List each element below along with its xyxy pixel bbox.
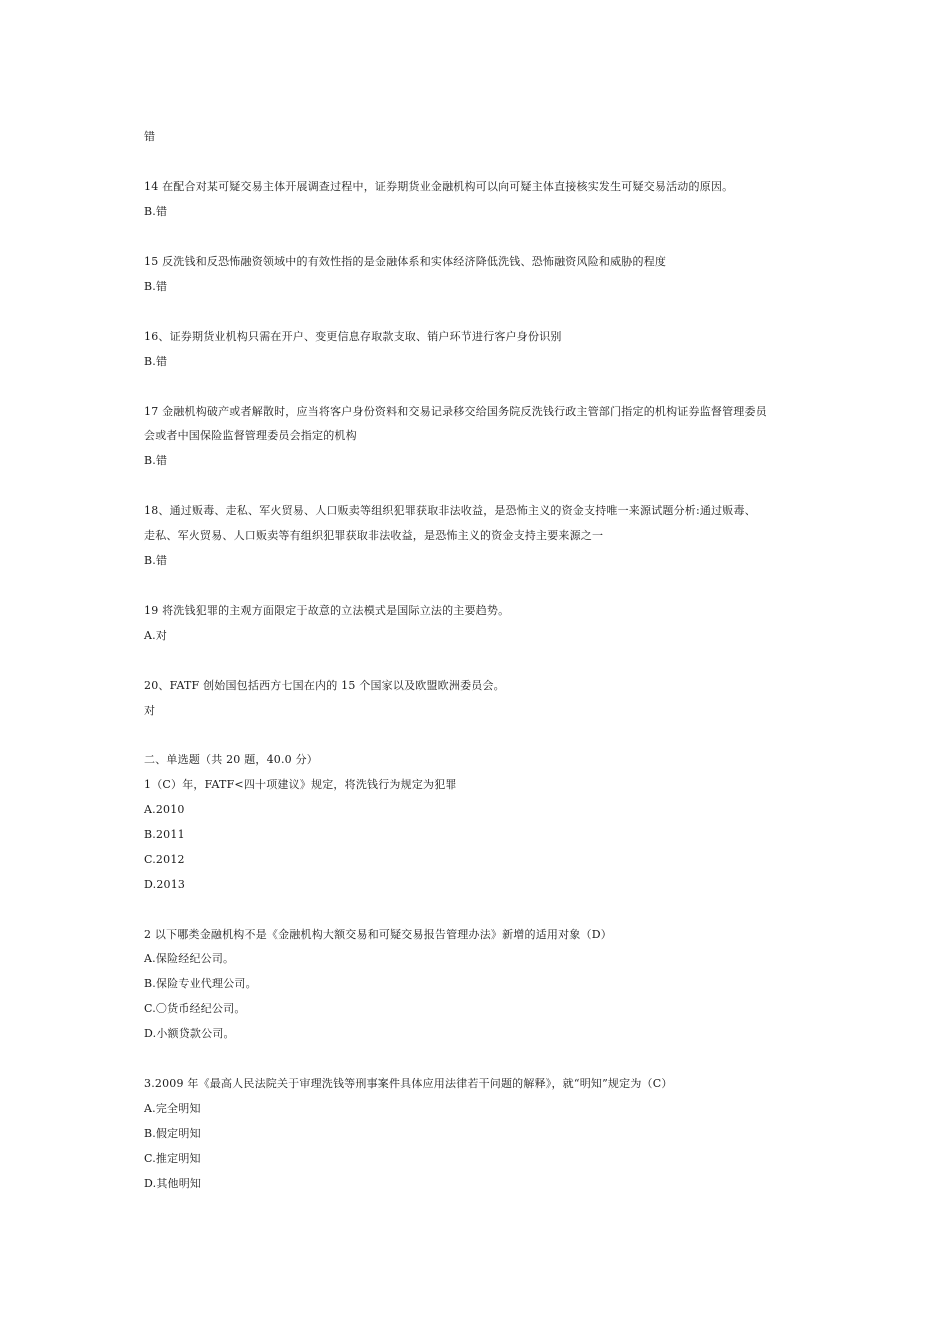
mc-1-option-a: A.2010 xyxy=(144,803,185,816)
question-17-line-1: 17 金融机构破产或者解散时，应当将客户身份资料和交易记录移交给国务院反洗钱行政主管部门指定的机构证券监督管理委员 xyxy=(144,405,767,418)
mc-3-option-d: D.其他明知 xyxy=(144,1177,202,1190)
question-18-line-1: 18、通过贩毒、走私、军火贸易、人口贩卖等组织犯罪获取非法收益，是恐怖主义的资金支持唯一来源试题分析:通过贩毒、 xyxy=(144,504,756,517)
mc-1-option-c: C.2012 xyxy=(144,853,185,866)
mc-question-2: 2 以下哪类金融机构不是《金融机构大额交易和可疑交易报告管理办法》新增的适用对象（D） xyxy=(144,928,612,941)
mc-2-option-d: D.小额贷款公司。 xyxy=(144,1027,235,1040)
mc-question-1: 1（C）年，FATF<四十项建议》规定，将洗钱行为规定为犯罪 xyxy=(144,778,457,791)
answer-17: B.错 xyxy=(144,454,168,467)
question-16: 16、证券期货业机构只需在开户、变更信息存取款支取、销户环节进行客户身份识别 xyxy=(144,330,562,343)
answer-16: B.错 xyxy=(144,355,168,368)
question-18-line-2: 走私、军火贸易、人口贩卖等有组织犯罪获取非法收益，是恐怖主义的资金支持主要来源之一 xyxy=(144,529,604,542)
answer-14: B.错 xyxy=(144,205,168,218)
answer-text: 错 xyxy=(144,130,156,143)
mc-1-option-d: D.2013 xyxy=(144,878,186,891)
mc-3-option-b: B.假定明知 xyxy=(144,1127,201,1140)
answer-19: A.对 xyxy=(144,629,168,642)
question-15: 15 反洗钱和反恐怖融资领域中的有效性指的是金融体系和实体经济降低洗钱、恐怖融资风险和威胁的程度 xyxy=(144,255,667,268)
mc-1-option-b: B.2011 xyxy=(144,828,185,841)
mc-2-option-a: A.保险经纪公司。 xyxy=(144,952,235,965)
answer-18: B.错 xyxy=(144,554,168,567)
mc-2-option-c: C.〇货币经纪公司。 xyxy=(144,1002,246,1015)
section-heading: 二、单选题（共 20 题，40.0 分） xyxy=(144,753,318,766)
answer-15: B.错 xyxy=(144,280,168,293)
mc-3-option-a: A.完全明知 xyxy=(144,1102,201,1115)
question-19: 19 将洗钱犯罪的主观方面限定于故意的立法模式是国际立法的主要趋势。 xyxy=(144,604,510,617)
answer-20: 对 xyxy=(144,704,156,717)
mc-3-option-c: C.推定明知 xyxy=(144,1152,201,1165)
question-14: 14 在配合对某可疑交易主体开展调查过程中，证券期货业金融机构可以向可疑主体直接核实发生可疑交易活动的原因。 xyxy=(144,180,734,193)
question-17-line-2: 会或者中国保险监督管理委员会指定的机构 xyxy=(144,429,357,442)
mc-2-option-b: B.保险专业代理公司。 xyxy=(144,977,257,990)
question-20: 20、FATF 创始国包括西方七国在内的 15 个国家以及欧盟欧洲委员会。 xyxy=(144,679,505,692)
mc-question-3: 3.2009 年《最高人民法院关于审理洗钱等刑事案件具体应用法律若干问题的解释》，就“明知”规定为（C） xyxy=(144,1077,673,1090)
